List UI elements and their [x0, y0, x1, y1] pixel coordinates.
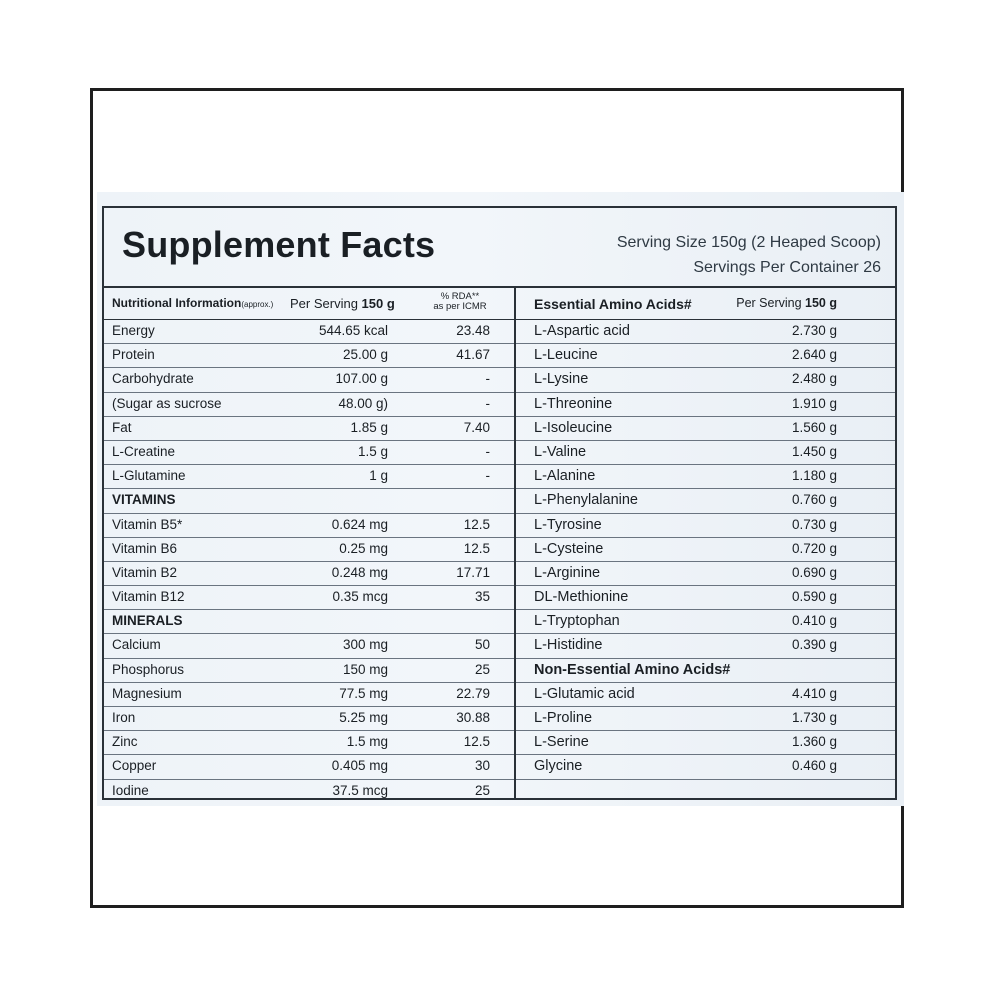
section-row [516, 659, 895, 683]
nutrient-value: 0.405 mg [331, 758, 388, 774]
nutrient-name: Iron [112, 710, 136, 725]
servings-per-container: Servings Per Container 26 [693, 259, 881, 276]
nutrient-rda: 7.40 [463, 419, 490, 435]
nutrition-table-header [104, 288, 514, 320]
nutrient-rda: 22.79 [456, 685, 490, 701]
nutrient-value: 0.248 mg [331, 564, 388, 580]
nutrient-rda: 17.71 [456, 564, 490, 580]
nutrient-value: 0.35 mcg [332, 589, 388, 605]
nutrient-name: Vitamin B12 [112, 589, 185, 605]
table-row [516, 755, 895, 779]
nutrition-rows [104, 320, 514, 804]
table-row [104, 368, 514, 392]
amino-acid-value: 0.410 g [791, 613, 837, 629]
nutrient-rda: 12.5 [463, 540, 490, 556]
page-title: Supplement Facts [122, 224, 436, 265]
facts-header [104, 208, 895, 288]
table-row [516, 731, 895, 755]
nutrient-value: 1.5 g [357, 443, 388, 459]
column-header-nutrient-label: Nutritional Information [112, 296, 242, 310]
nutrient-name: Magnesium [112, 685, 182, 701]
nutrient-rda: 41.67 [456, 347, 490, 363]
table-row [104, 562, 514, 586]
nutrient-name: Vitamin B6 [112, 540, 178, 556]
amino-acid-name: L-Serine [534, 734, 589, 751]
nutrient-rda: 30 [474, 758, 490, 774]
amino-acid-value: 2.730 g [791, 323, 837, 338]
table-row [516, 320, 895, 344]
amino-acid-name: L-Lysine [534, 371, 589, 388]
serving-size: Serving Size 150g (2 Heaped Scoop) [616, 234, 881, 251]
table-row [516, 368, 895, 392]
table-row [104, 514, 514, 538]
section-heading: VITAMINS [112, 492, 176, 508]
amino-acid-name: L-Alanine [534, 468, 596, 485]
table-row [104, 320, 514, 344]
nutrient-rda: 50 [474, 637, 490, 653]
nutrient-rda: 12.5 [463, 516, 490, 532]
amino-acid-table [514, 288, 895, 798]
nutrient-rda: - [485, 468, 490, 484]
amino-acid-name: DL-Methionine [534, 589, 629, 606]
table-row [516, 707, 895, 731]
table-row [516, 538, 895, 562]
amino-acid-value: 1.560 g [791, 419, 837, 435]
amino-acid-name: L-Phenylalanine [534, 492, 638, 509]
nutrient-name: Fat [112, 419, 132, 435]
column-header-per-serving-amount: 150 g [805, 296, 837, 310]
table-row [516, 562, 895, 586]
column-header-rda [422, 292, 498, 312]
nutrient-name: Energy [112, 323, 155, 338]
nutrient-name: Iodine [112, 782, 149, 798]
amino-acid-value: 1.910 g [791, 395, 837, 411]
nutrient-rda: 25 [474, 782, 490, 798]
amino-acid-value: 1.450 g [791, 443, 837, 459]
table-row [516, 441, 895, 465]
amino-acid-name: L-Arginine [534, 564, 601, 581]
nutrient-value: 300 mg [342, 637, 388, 653]
nutrient-value: 0.25 mg [339, 540, 388, 556]
nutrient-rda: 12.5 [463, 734, 490, 750]
table-row [516, 780, 895, 804]
nutrient-name: Zinc [112, 734, 138, 750]
nutrient-name: Calcium [112, 637, 161, 653]
amino-acid-value: 0.720 g [791, 540, 837, 556]
nutrient-rda: - [485, 371, 490, 387]
nutrient-name: Copper [112, 758, 157, 774]
nutrient-rda: - [485, 443, 490, 459]
table-row [104, 465, 514, 489]
nutrient-rda: - [485, 395, 490, 411]
table-row [104, 707, 514, 731]
nutrient-name: Protein [112, 347, 155, 363]
amino-acid-name: L-Tyrosine [534, 516, 602, 533]
amino-acid-rows [516, 320, 895, 804]
amino-acid-name: L-Cysteine [534, 540, 604, 557]
amino-acid-table-header [516, 288, 895, 320]
amino-acid-name: L-Histidine [534, 637, 603, 654]
amino-acid-value: 1.180 g [791, 468, 837, 484]
nutrient-rda: 23.48 [456, 323, 490, 338]
nutrient-name: Carbohydrate [112, 371, 194, 387]
section-heading: Non-Essential Amino Acids# [534, 661, 731, 678]
table-row [104, 659, 514, 683]
nutrient-value: 0.624 mg [331, 516, 388, 532]
section-heading: MINERALS [112, 613, 183, 629]
table-row [516, 634, 895, 658]
table-row [104, 441, 514, 465]
nutrient-name: L-Creatine [112, 443, 176, 459]
table-row [104, 538, 514, 562]
nutrient-value: 48.00 g) [338, 395, 388, 411]
nutrient-name: Vitamin B2 [112, 564, 178, 580]
amino-acid-value: 0.730 g [791, 516, 837, 532]
nutrient-value: 77.5 mg [339, 685, 388, 701]
column-header-essential-amino-acids: Essential Amino Acids# [534, 296, 692, 312]
nutrient-value: 107.00 g [335, 371, 388, 387]
nutrient-rda: 25 [474, 661, 490, 677]
nutrient-name: Vitamin B5* [112, 516, 183, 532]
amino-acid-value: 0.760 g [791, 492, 837, 508]
table-row [104, 634, 514, 658]
column-header-per-serving-label: Per Serving [736, 296, 802, 310]
column-header-per-serving [290, 296, 395, 311]
column-header-nutrient [112, 296, 273, 310]
column-header-per-serving-amount: 150 g [361, 296, 395, 311]
amino-acid-value: 4.410 g [791, 685, 837, 701]
nutrient-rda: 30.88 [456, 710, 490, 725]
amino-acid-value: 1.360 g [791, 734, 837, 750]
amino-acid-value: 1.730 g [791, 710, 837, 725]
table-row [104, 731, 514, 755]
amino-acid-name: Glycine [534, 758, 583, 775]
section-row [104, 610, 514, 634]
nutrient-value: 37.5 mcg [332, 782, 388, 798]
column-header-rda-line2: as per ICMR [433, 301, 487, 312]
table-row [516, 417, 895, 441]
nutrient-value: 150 mg [342, 661, 388, 677]
supplement-facts-panel [102, 206, 897, 800]
column-header-per-serving-label: Per Serving [290, 296, 358, 311]
amino-acid-value: 0.460 g [791, 758, 837, 774]
table-row [516, 465, 895, 489]
amino-acid-value: 0.590 g [791, 589, 837, 605]
table-row [516, 393, 895, 417]
section-row [104, 489, 514, 513]
amino-acid-name: L-Tryptophan [534, 613, 620, 630]
column-header-per-serving [736, 296, 837, 310]
table-row [516, 514, 895, 538]
column-header-nutrient-note: (approx.) [241, 300, 274, 309]
nutrient-value: 5.25 mg [339, 710, 388, 725]
nutrient-value: 25.00 g [342, 347, 388, 363]
table-row [104, 344, 514, 368]
serving-info [617, 230, 881, 280]
nutrient-value: 544.65 kcal [318, 323, 388, 338]
table-row [516, 683, 895, 707]
nutrient-value: 1.5 mg [346, 734, 388, 750]
table-row [104, 780, 514, 804]
nutrient-value: 1.85 g [350, 419, 388, 435]
amino-acid-name: L-Valine [534, 443, 587, 460]
table-row [516, 344, 895, 368]
amino-acid-name: L-Isoleucine [534, 419, 613, 436]
nutrient-value: 1 g [369, 468, 388, 484]
amino-acid-value: 0.690 g [791, 564, 837, 580]
amino-acid-name: L-Aspartic acid [534, 323, 630, 339]
table-row [104, 755, 514, 779]
amino-acid-name: L-Proline [534, 710, 593, 726]
amino-acid-value: 2.640 g [791, 347, 837, 363]
column-header-rda-line1: % RDA** [440, 291, 480, 302]
nutrient-rda: 35 [474, 589, 490, 605]
nutrient-name: (Sugar as sucrose [112, 395, 222, 411]
table-row [104, 586, 514, 610]
amino-acid-name: L-Threonine [534, 395, 613, 412]
amino-acid-name: L-Leucine [534, 347, 598, 364]
table-row [516, 489, 895, 513]
amino-acid-value: 2.480 g [791, 371, 837, 387]
table-row [516, 610, 895, 634]
table-row [516, 586, 895, 610]
nutrition-table [104, 288, 514, 804]
amino-acid-name: L-Glutamic acid [534, 685, 635, 702]
nutrient-name: Phosphorus [112, 661, 185, 677]
table-row [104, 417, 514, 441]
table-row [104, 683, 514, 707]
table-row [104, 393, 514, 417]
amino-acid-value: 0.390 g [791, 637, 837, 653]
nutrient-name: L-Glutamine [112, 468, 186, 484]
